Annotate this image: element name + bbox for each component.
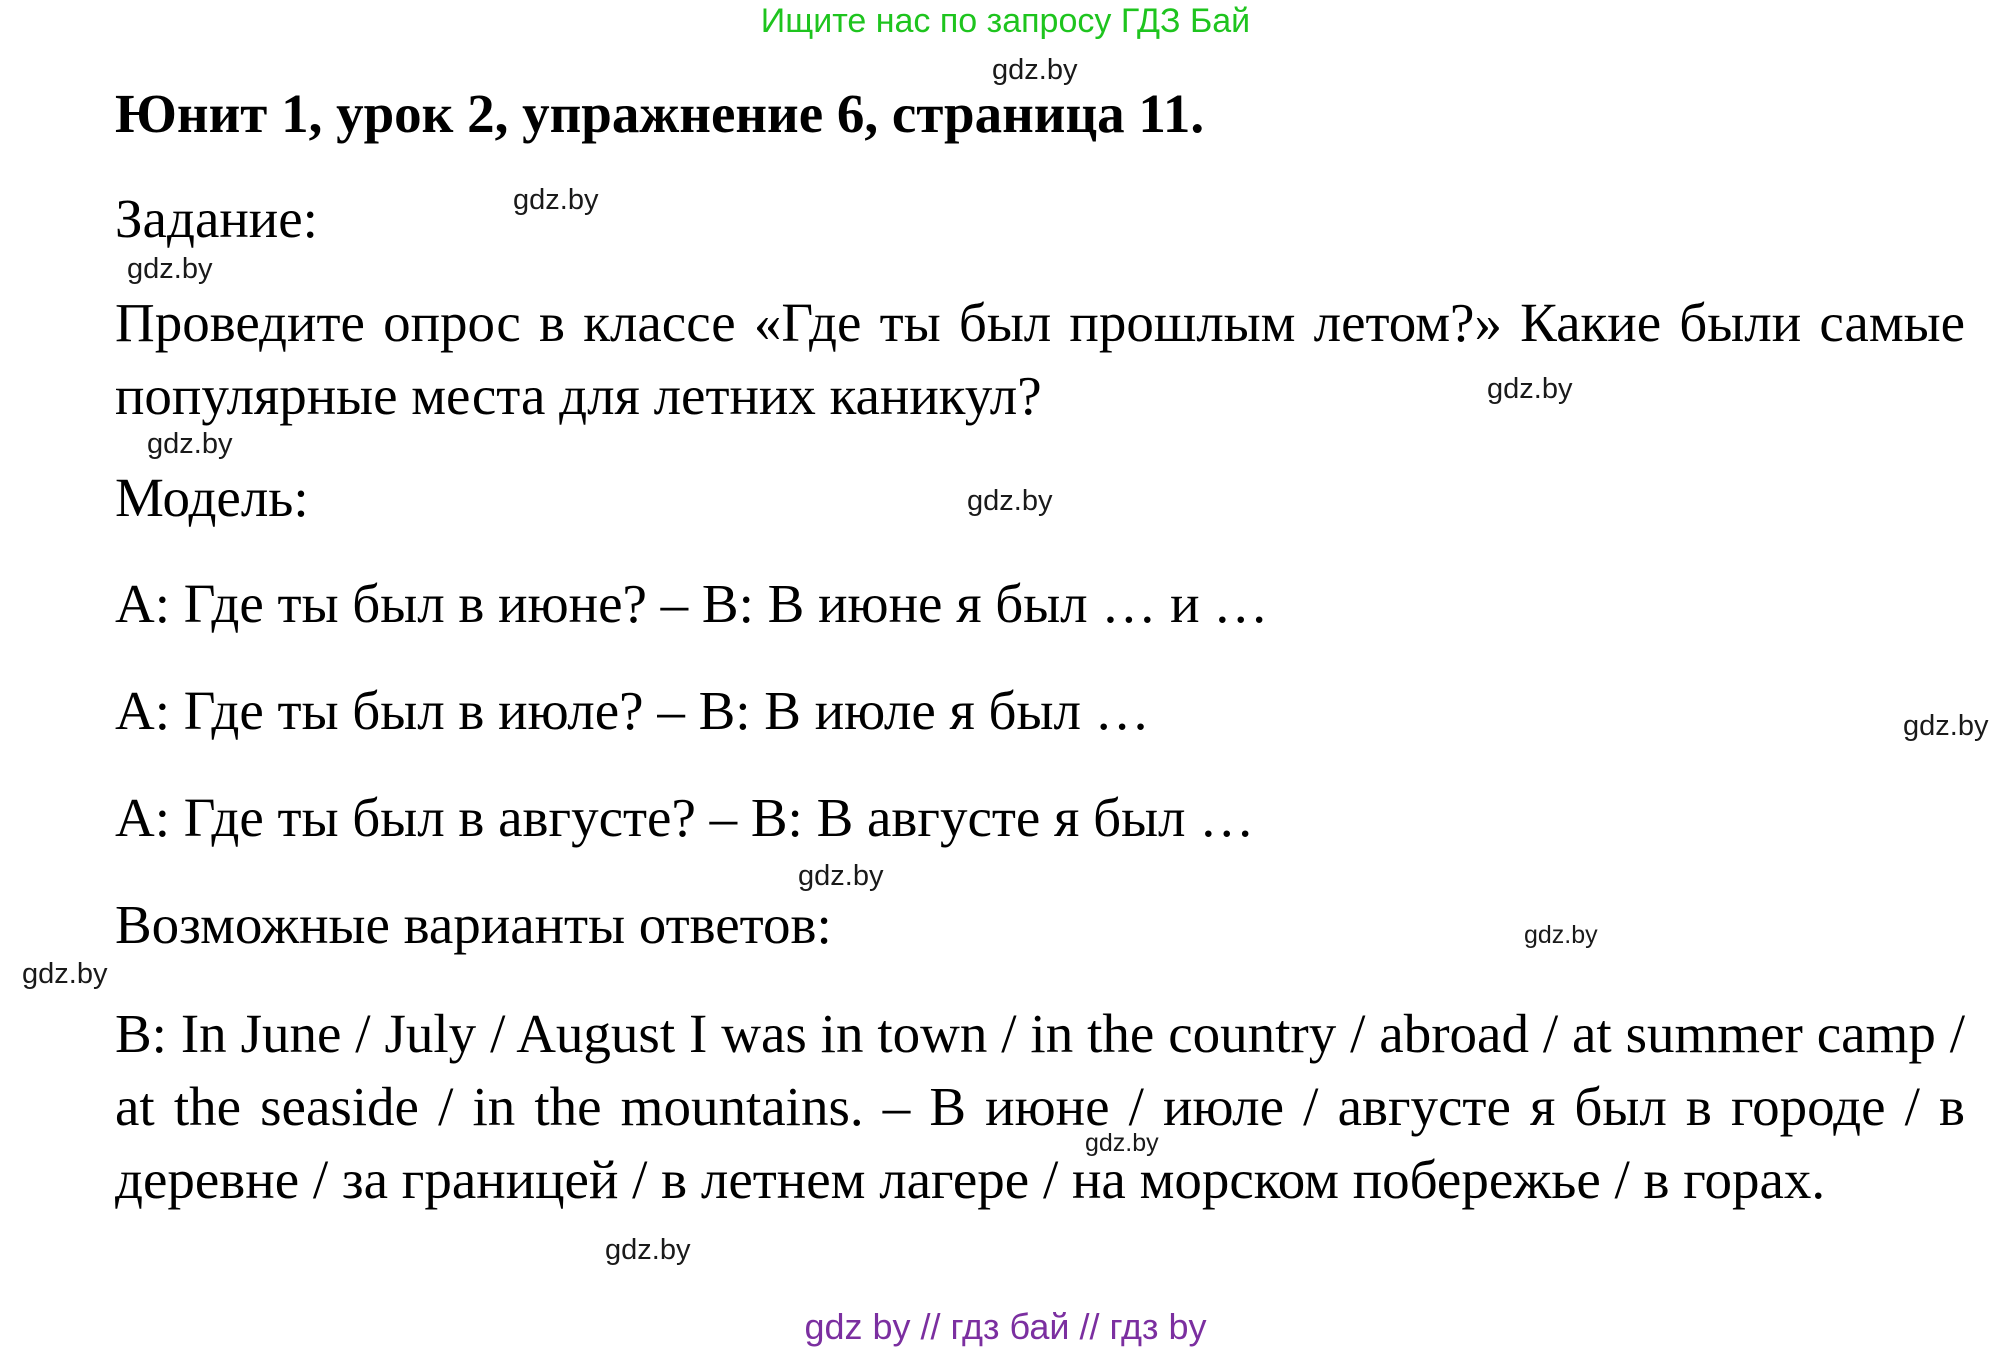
watermark: gdz.by xyxy=(992,54,1078,86)
answers-label: Возможные варианты ответов: xyxy=(115,894,832,955)
search-banner: Ищите нас по запросу ГДЗ Бай xyxy=(760,2,1251,40)
watermark: gdz.by xyxy=(967,485,1053,517)
watermark: gdz.by xyxy=(1903,710,1989,742)
watermark: gdz.by xyxy=(605,1234,691,1266)
watermark: gdz.by xyxy=(127,253,213,285)
model-line-august: A: Где ты был в августе? – B: В августе я был … xyxy=(115,787,1255,848)
watermark: gdz.by xyxy=(1487,373,1573,405)
watermark: gdz.by xyxy=(22,958,108,990)
watermark: gdz.by xyxy=(513,184,599,216)
watermark: gdz.by xyxy=(147,428,233,460)
model-label: Модель: xyxy=(115,467,309,528)
model-line-june: A: Где ты был в июне? – B: В июне я был … и … xyxy=(115,573,1269,634)
answer-text: B: In June / July / August I was in town / in the country / abroad / at summer camp / at the seaside / in the mountains. – В июне / июле / августе я был в городе / в деревне / за границей / в летнем лагере / на морском побережье / в горах. xyxy=(115,1003,1965,1210)
watermark: gdz.by xyxy=(1085,1129,1159,1157)
footer-links: gdz by // гдз бай // гдз by xyxy=(804,1306,1207,1347)
page-title: Юнит 1, урок 2, упражнение 6, страница 11. xyxy=(115,83,1205,144)
task-text: Проведите опрос в классе «Где ты был прошлым летом?» Какие были самые популярные места для летних каникул? xyxy=(115,292,1965,426)
model-line-july: A: Где ты был в июле? – B: В июле я был … xyxy=(115,680,1150,741)
watermark: gdz.by xyxy=(798,860,884,892)
watermark: gdz.by xyxy=(1524,921,1598,949)
task-label: Задание: xyxy=(115,188,318,249)
